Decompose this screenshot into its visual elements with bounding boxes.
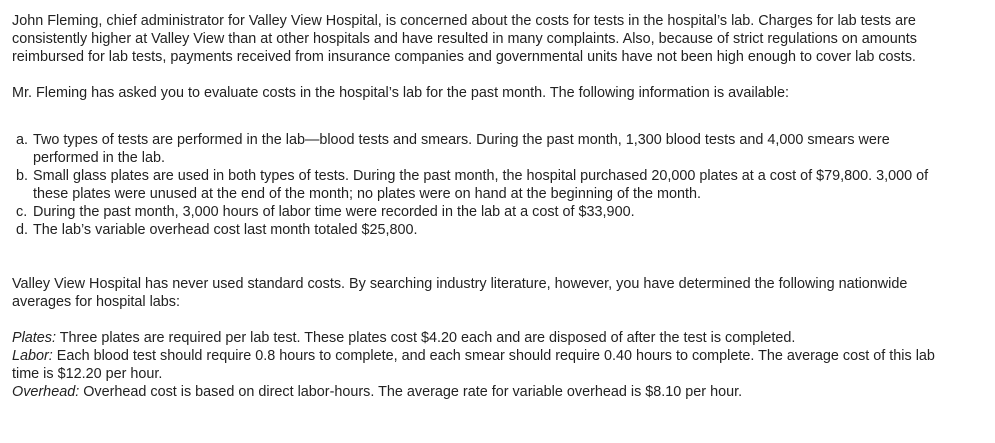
intro-paragraph: John Fleming, chief administrator for Valley View Hospital, is concerned about the costs for tests in the hospital’s lab. Charges for lab tests are consistently higher at Valley View than at other hospitals and have resulted in many complaints. Also, because of strict regulations on amounts reimbursed for lab tests, payments received from insurance companies and governmental units have not been high enough to cover lab costs. [12, 13, 917, 65]
list-marker: d. [16, 222, 29, 238]
standard-text: Each blood test should require 0.8 hours to complete, and each smear should require 0.40 hours to complete. The average cost of this lab time is $12.20 per hour. [12, 348, 935, 382]
list-item-text: Small glass plates are used in both types of tests. During the past month, the hospital purchased 20,000 plates at a cost of $79,800. 3,000 of these plates were unused at the end of the month; no plates were on hand at the beginning of the month. [33, 168, 929, 202]
standard-text: Overhead cost is based on direct labor-hours. The average rate for variable overhead is $8.10 per hour. [79, 384, 743, 400]
list-marker: a. [16, 132, 29, 148]
standard-plates [12, 329, 942, 347]
list-item [12, 167, 952, 203]
standard-label: Plates: [12, 330, 56, 346]
standard-label: Labor: [12, 348, 53, 364]
list-item-text: During the past month, 3,000 hours of labor time were recorded in the lab at a cost of $33,900. [33, 204, 635, 220]
standard-overhead [12, 383, 942, 401]
standard-text: Three plates are required per lab test. These plates cost $4.20 each and are disposed of after the test is completed. [56, 330, 796, 346]
list-marker: b. [16, 168, 29, 184]
list-item [12, 131, 952, 167]
standard-labor [12, 347, 942, 383]
list-marker: c. [16, 204, 28, 220]
list-item [12, 203, 952, 221]
list-item-text: The lab’s variable overhead cost last month totaled $25,800. [33, 222, 418, 238]
standard-label: Overhead: [12, 384, 80, 400]
standards-section [12, 329, 995, 401]
prompt-paragraph: Mr. Fleming has asked you to evaluate costs in the hospital’s lab for the past month. The following information is available: [12, 85, 789, 101]
literature-paragraph: Valley View Hospital has never used standard costs. By searching industry literature, however, you have determined the following nationwide averages for hospital labs: [12, 276, 908, 310]
facts-list [12, 131, 952, 239]
list-item [12, 221, 952, 239]
list-item-text: Two types of tests are performed in the lab—blood tests and smears. During the past month, 1,300 blood tests and 4,000 smears were performed in the lab. [33, 132, 890, 166]
